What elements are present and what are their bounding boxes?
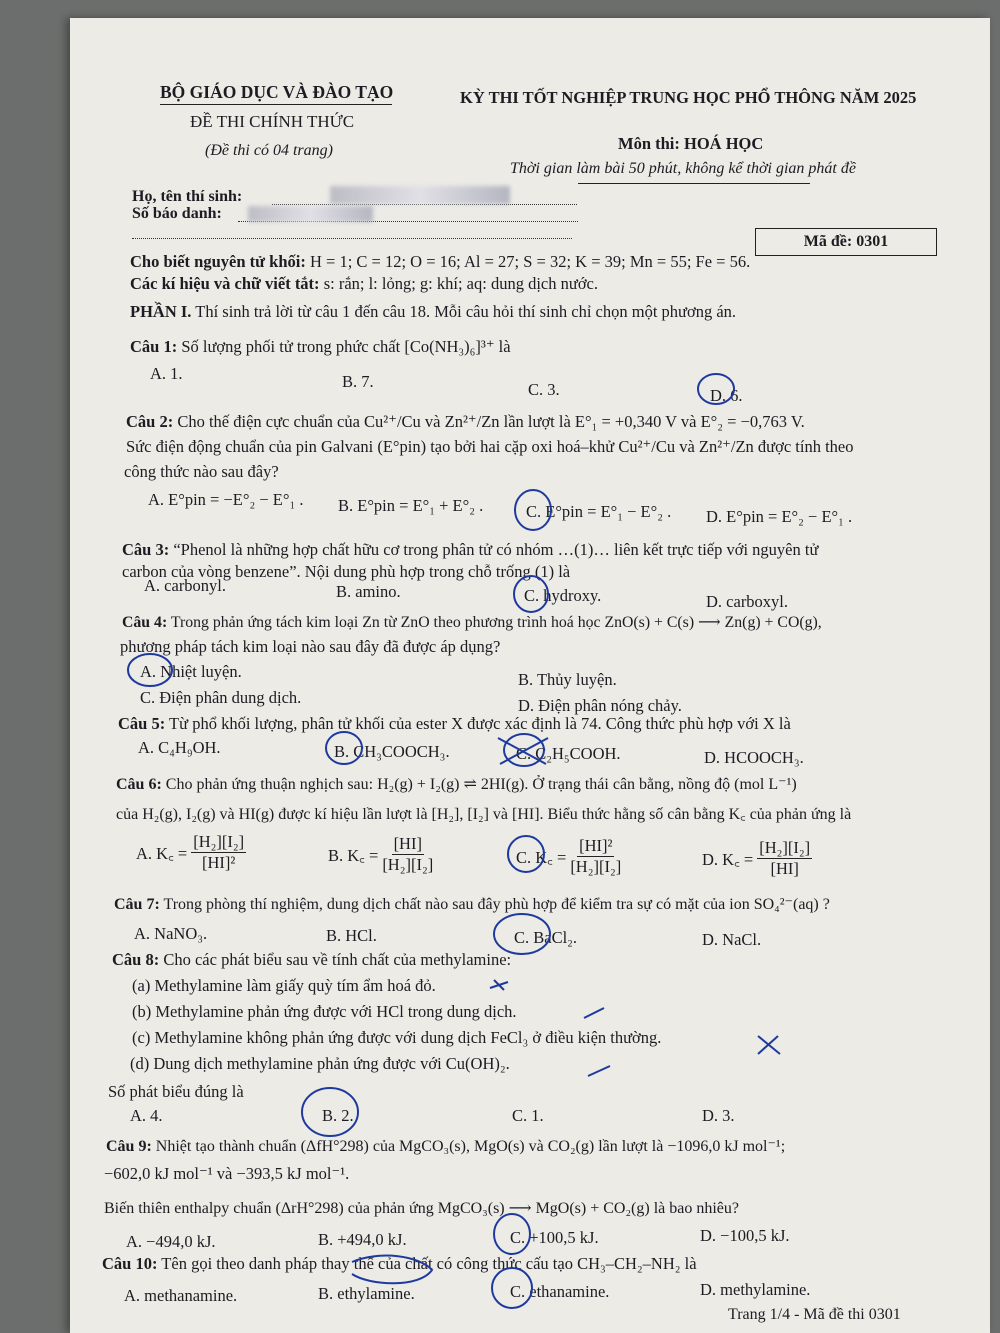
q8-statement-d: (d) Dung dịch methylamine phản ứng được với Cu(OH)₂. <box>130 1054 510 1073</box>
pen-tick-s2 <box>584 1008 604 1018</box>
q6-d-num: [H₂][I₂] <box>759 838 811 857</box>
q1-text: Số lượng phối tử trong phức chất [Co(NH₃)₆]³⁺ là <box>177 337 511 356</box>
q8-question: Số phát biểu đúng là <box>108 1082 244 1101</box>
symbols-label: Các kí hiệu và chữ viết tắt: <box>130 274 320 293</box>
pen-circle-q7 <box>494 914 550 954</box>
pen-circle-q5b <box>326 732 362 764</box>
q10-option-c[interactable]: C. ethanamine. <box>510 1282 610 1301</box>
q3-option-d[interactable]: D. carboxyl. <box>706 592 789 611</box>
q10-text: Tên gọi theo danh pháp thay thế của chất có công thức cấu tạo CH₃–CH₂–NH₂ là <box>157 1254 697 1273</box>
ministry-title: BỘ GIÁO DỤC VÀ ĐÀO TẠO <box>160 82 394 102</box>
q5-option-c[interactable]: C. C₂H₅COOH. <box>516 744 621 763</box>
exam-title: KỲ THI TỐT NGHIỆP TRUNG HỌC PHỔ THÔNG NĂM 2025 <box>460 88 917 107</box>
q6-a-num: [H₂][I₂] <box>193 832 245 851</box>
pen-tick-s4 <box>588 1066 610 1076</box>
q3-option-b[interactable]: B. amino. <box>336 582 401 601</box>
q7-option-b[interactable]: B. HCl. <box>326 926 377 945</box>
pen-cross-s1 <box>490 980 508 990</box>
q1-option-b[interactable]: B. 7. <box>342 372 374 391</box>
q9-option-c[interactable]: C. +100,5 kJ. <box>510 1228 599 1247</box>
q2-option-d[interactable]: D. E°pin = E°₂ − E°₁ . <box>706 507 853 526</box>
q9-option-d[interactable]: D. −100,5 kJ. <box>700 1226 790 1245</box>
q1-option-a[interactable]: A. 1. <box>150 364 183 383</box>
q5-option-a[interactable]: A. C₄H₉OH. <box>138 738 221 757</box>
q7-text: Trong phòng thí nghiệm, dung dịch chất nào sau đây phù hợp để kiểm tra sự có mặt của ion SO₄²⁻(aq) ? <box>159 896 830 913</box>
q4-option-b[interactable]: B. Thủy luyện. <box>518 670 617 689</box>
pen-circle-q1 <box>698 374 734 404</box>
q7-option-c[interactable]: C. BaCl₂. <box>514 928 578 947</box>
pen-circle-q3 <box>514 576 548 612</box>
q6-a-label: A. K꜀ = <box>136 844 188 863</box>
q10-option-a[interactable]: A. methanamine. <box>124 1286 238 1305</box>
q6-a-den: [HI]² <box>202 853 236 872</box>
q1-label: Câu 1: <box>130 337 178 356</box>
q4-option-c[interactable]: C. Điện phân dung dịch. <box>140 688 302 707</box>
exam-code-box: Mã đề: 0301 <box>755 228 937 256</box>
q4-option-d[interactable]: D. Điện phân nóng chảy. <box>518 696 682 715</box>
time-note: Thời gian làm bài 50 phút, không kể thời gian phát đề <box>510 160 856 177</box>
q9-text: Nhiệt tạo thành chuẩn (ΔfH°298) của MgCO₃(s), MgO(s) và CO₂(g) lần lượt là −1096,0 kJ mol⁻¹; <box>151 1138 786 1155</box>
q8-statement-b: (b) Methylamine phản ứng được với HCl trong dung dịch. <box>132 1002 517 1021</box>
symbols-values: s: rắn; l: lỏng; g: khí; aq: dung dịch nước. <box>319 274 598 293</box>
subject-label: Môn thi: HOÁ HỌC <box>618 134 764 153</box>
q6-label: Câu 6: <box>116 776 162 793</box>
q8-text: Cho các phát biểu sau về tính chất của methylamine: <box>159 950 512 969</box>
q8-option-b[interactable]: B. 2. <box>322 1106 354 1125</box>
q7-label: Câu 7: <box>114 896 160 913</box>
q4-text: Trong phản ứng tách kim loại Zn từ ZnO theo phương trình hoá học ZnO(s) + C(s) ⟶ Zn(g) + CO(g), <box>167 614 822 631</box>
q2-text-3: công thức nào sau đây? <box>124 462 279 481</box>
q2-label: Câu 2: <box>126 412 174 431</box>
q5-option-d[interactable]: D. HCOOCH₃. <box>704 748 804 767</box>
q6-d-label: D. K꜀ = <box>702 850 754 869</box>
q6-d-den: [HI] <box>770 859 799 878</box>
masses-values: H = 1; C = 12; O = 16; Al = 27; S = 32; K = 39; Mn = 55; Fe = 56. <box>305 252 751 271</box>
q1-option-c[interactable]: C. 3. <box>528 380 560 399</box>
q6-b-den: [H₂][I₂] <box>382 855 434 874</box>
q6-text: Cho phản ứng thuận nghịch sau: H₂(g) + I₂(g) ⇌ 2HI(g). Ở trạng thái cân bằng, nồng độ (mol L⁻¹) <box>161 776 797 793</box>
page-footer: Trang 1/4 - Mã đề thi 0301 <box>728 1306 901 1323</box>
q6-c-den: [H₂][I₂] <box>570 857 622 876</box>
part-label: PHẦN I. <box>130 302 192 321</box>
q2-text: Cho thế điện cực chuẩn của Cu²⁺/Cu và Zn²⁺/Zn lần lượt là E°₁ = +0,340 V và E°₂ = −0,763 V. <box>173 412 805 431</box>
q2-option-a[interactable]: A. E°pin = −E°₂ − E°₁ . <box>148 490 304 509</box>
q3-text-2: carbon của vòng benzene”. Nội dung phù hợp trong chỗ trống (1) là <box>122 562 571 581</box>
q4-label: Câu 4: <box>122 614 168 631</box>
q10-label: Câu 10: <box>102 1254 158 1273</box>
candidate-name-label: Họ, tên thí sinh: <box>132 188 243 205</box>
official-label: ĐỀ THI CHÍNH THỨC <box>190 112 355 131</box>
q4-text-2: phương pháp tách kim loại nào sau đây đã được áp dụng? <box>120 637 501 656</box>
q9-text-2: −602,0 kJ mol⁻¹ và −393,5 kJ mol⁻¹. <box>104 1164 350 1183</box>
pen-circle-q8 <box>302 1088 358 1136</box>
q3-text: “Phenol là những hợp chất hữu cơ trong phân tử có nhóm …(1)… liên kết trực tiếp với nguyên tử <box>169 540 819 559</box>
pen-circle-q4 <box>128 654 172 686</box>
q3-option-c[interactable]: C. hydroxy. <box>524 586 602 605</box>
q6-b-num: [HI] <box>393 834 422 853</box>
pen-circle-q10 <box>492 1268 532 1308</box>
q3-option-a[interactable]: A. carbonyl. <box>144 576 227 595</box>
q9-text-3: Biến thiên enthalpy chuẩn (ΔrH°298) của phản ứng MgCO₃(s) ⟶ MgO(s) + CO₂(g) là bao nhiêu? <box>104 1200 740 1217</box>
pen-cross-q5c <box>498 738 548 764</box>
q10-option-b[interactable]: B. ethylamine. <box>318 1284 415 1303</box>
q8-option-d[interactable]: D. 3. <box>702 1106 735 1125</box>
q7-option-d[interactable]: D. NaCl. <box>702 930 762 949</box>
pen-circle-q6 <box>508 836 544 872</box>
q6-c-num: [HI]² <box>579 836 613 855</box>
q8-option-c[interactable]: C. 1. <box>512 1106 544 1125</box>
part-instructions: Thí sinh trả lời từ câu 1 đến câu 18. Mỗi câu hỏi thí sinh chỉ chọn một phương án. <box>191 302 737 321</box>
q5-option-b[interactable]: B. CH₃COOCH₃. <box>334 742 450 761</box>
q8-label: Câu 8: <box>112 950 160 969</box>
q9-label: Câu 9: <box>106 1138 152 1155</box>
q2-option-b[interactable]: B. E°pin = E°₁ + E°₂ . <box>338 496 484 515</box>
q2-option-c[interactable]: C. E°pin = E°₁ − E°₂ . <box>526 502 672 521</box>
q5-label: Câu 5: <box>118 714 166 733</box>
q10-option-d[interactable]: D. methylamine. <box>700 1280 811 1299</box>
q7-option-a[interactable]: A. NaNO₃. <box>134 924 208 943</box>
q8-statement-c: (c) Methylamine không phản ứng được với dung dịch FeCl₃ ở điều kiện thường. <box>132 1028 662 1047</box>
pages-note: (Đề thi có 04 trang) <box>205 142 333 159</box>
q6-c-label: C. K꜀ = <box>516 848 567 867</box>
masses-label: Cho biết nguyên tử khối: <box>130 252 306 271</box>
q8-option-a[interactable]: A. 4. <box>130 1106 163 1125</box>
pen-loop-q10 <box>352 1256 432 1284</box>
pen-cross-s3 <box>758 1036 780 1054</box>
pen-circle-q2 <box>515 490 551 530</box>
q9-option-a[interactable]: A. −494,0 kJ. <box>126 1232 216 1251</box>
q5-text: Từ phổ khối lượng, phân tử khối của ester X được xác định là 74. Công thức phù hợp với X là <box>165 714 791 733</box>
q9-option-b[interactable]: B. +494,0 kJ. <box>318 1230 407 1249</box>
q6-text-2: của H₂(g), I₂(g) và HI(g) được kí hiệu lần lượt là [H₂], [I₂] và [HI]. Biểu thức hằng số cân bằng K꜀ của phản ứng là <box>116 806 852 823</box>
q3-label: Câu 3: <box>122 540 170 559</box>
candidate-id-label: Số báo danh: <box>132 205 222 222</box>
q2-text-2: Sức điện động chuẩn của pin Galvani (E°pin) tạo bởi hai cặp oxi hoá–khử Cu²⁺/Cu và Zn²⁺/Zn được tính theo <box>126 437 854 456</box>
pen-circle-q9 <box>494 1214 530 1254</box>
q6-b-label: B. K꜀ = <box>328 846 379 865</box>
q4-option-a[interactable]: A. Nhiệt luyện. <box>140 662 242 681</box>
q8-statement-a: (a) Methylamine làm giấy quỳ tím ẩm hoá đỏ. <box>132 976 436 995</box>
q1-option-d[interactable]: D. 6. <box>710 386 743 405</box>
